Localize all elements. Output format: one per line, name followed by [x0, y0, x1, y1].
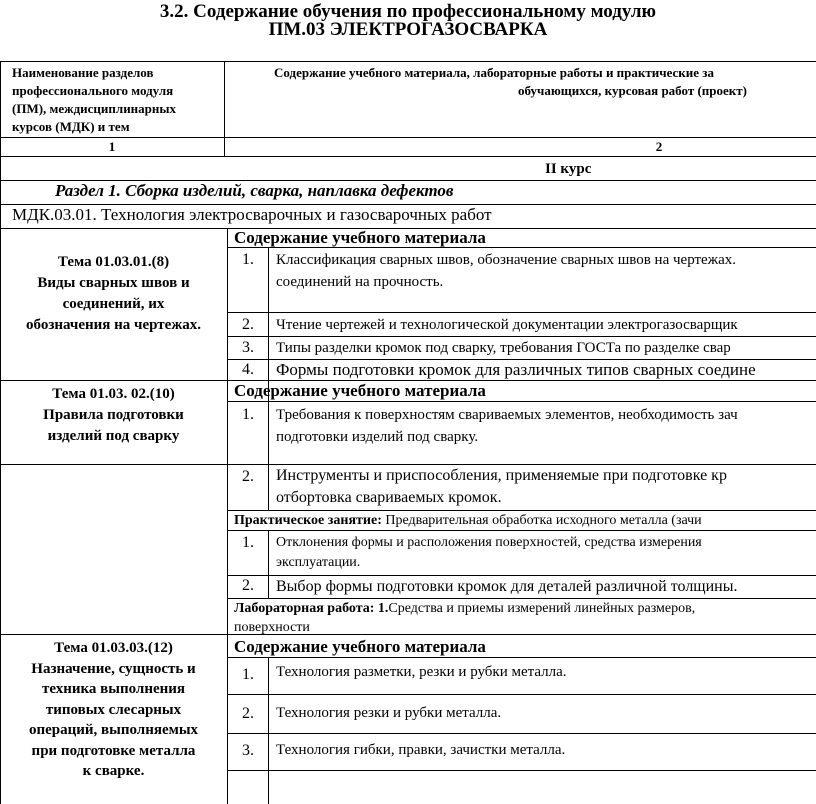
list-item: Технология разметки, резки и рубки металла. — [276, 664, 567, 680]
item-number: 1. — [242, 666, 254, 683]
list-item: Классификация сварных швов, обозначение сварных швов на чертежах. соединений на прочность. — [276, 252, 736, 290]
page-title: 3.2. Содержание обучения по профессиональному модулю — [159, 1, 657, 22]
item-number: 4. — [242, 361, 254, 378]
column-number-2: 2 — [655, 139, 663, 154]
list-item: Типы разделки кромок под сварку, требования ГОСТа по разделке свар — [276, 340, 731, 356]
topic-3-heading: Содержание учебного материала — [234, 637, 486, 656]
item-number: 2. — [242, 705, 254, 722]
list-item: Формы подготовки кромок для различных типов сварных соедине — [276, 360, 756, 379]
list-item: Чтение чертежей и технологической документации электрогазосварщик — [276, 317, 738, 333]
item-number: 2. — [242, 468, 254, 485]
header-col2: Содержание учебного материала, лабораторные работы и практические за обучающихся, курсовая работ (проект) — [274, 65, 747, 98]
column-number-1: 1 — [108, 139, 116, 154]
list-item: Отклонения формы и расположения поверхностей, средства измерения эксплуатации. — [276, 535, 702, 570]
topic-2-name: Тема 01.03. 02.(10) Правила подготовки изделий под сварку — [43, 386, 184, 444]
item-number: 3. — [242, 742, 254, 759]
item-number: 3. — [242, 339, 254, 356]
course-label: II курс — [545, 161, 592, 177]
topic-3-name: Тема 01.03.03.(12) Назначение, сущность и техника выполнения типовых слесарных операций, выполняемых при подготовке металла к сварке. — [28, 640, 199, 779]
header-col1: Наименование разделов профессионального модуля (ПМ), междисциплинарных курсов (МДК) и тем — [12, 65, 177, 134]
item-number: 1. — [242, 534, 254, 551]
list-item: Технология гибки, правки, зачистки металла. — [276, 742, 566, 758]
list-item: Инструменты и приспособления, применяемые при подготовке кр отбортовка свариваемых кромок. — [276, 467, 727, 506]
topic-2-heading: Содержание учебного материала — [234, 381, 486, 400]
lab-work: Лабораторная работа: 1.Средства и приемы измерений линейных размеров, поверхности — [234, 601, 696, 635]
list-item: Технология резки и рубки металла. — [276, 705, 502, 721]
item-number: 1. — [242, 251, 254, 268]
mdk-title: МДК.03.01. Технология электросварочных и газосварочных работ — [12, 205, 492, 224]
item-number: 2. — [242, 577, 254, 594]
section-title: Раздел 1. Сборка изделий, сварка, наплавка дефектов — [55, 181, 454, 200]
list-item: Выбор формы подготовки кромок для деталей различной толщины. — [276, 578, 738, 595]
topic-1-name: Тема 01.03.01.(8) Виды сварных швов и соединений, их обозначения на чертежах. — [26, 254, 201, 333]
practical-session: Практическое занятие: Предварительная обработка исходного металла (зачи — [234, 513, 702, 528]
topic-1-heading: Содержание учебного материала — [234, 228, 486, 247]
item-number: 1. — [242, 406, 254, 423]
page-subtitle: ПМ.03 ЭЛЕКТРОГАЗОСВАРКА — [268, 19, 548, 40]
list-item: Требования к поверхностям свариваемых элементов, необходимость зач подготовки изделий под сварку. — [276, 407, 738, 445]
item-number: 2. — [242, 316, 254, 333]
